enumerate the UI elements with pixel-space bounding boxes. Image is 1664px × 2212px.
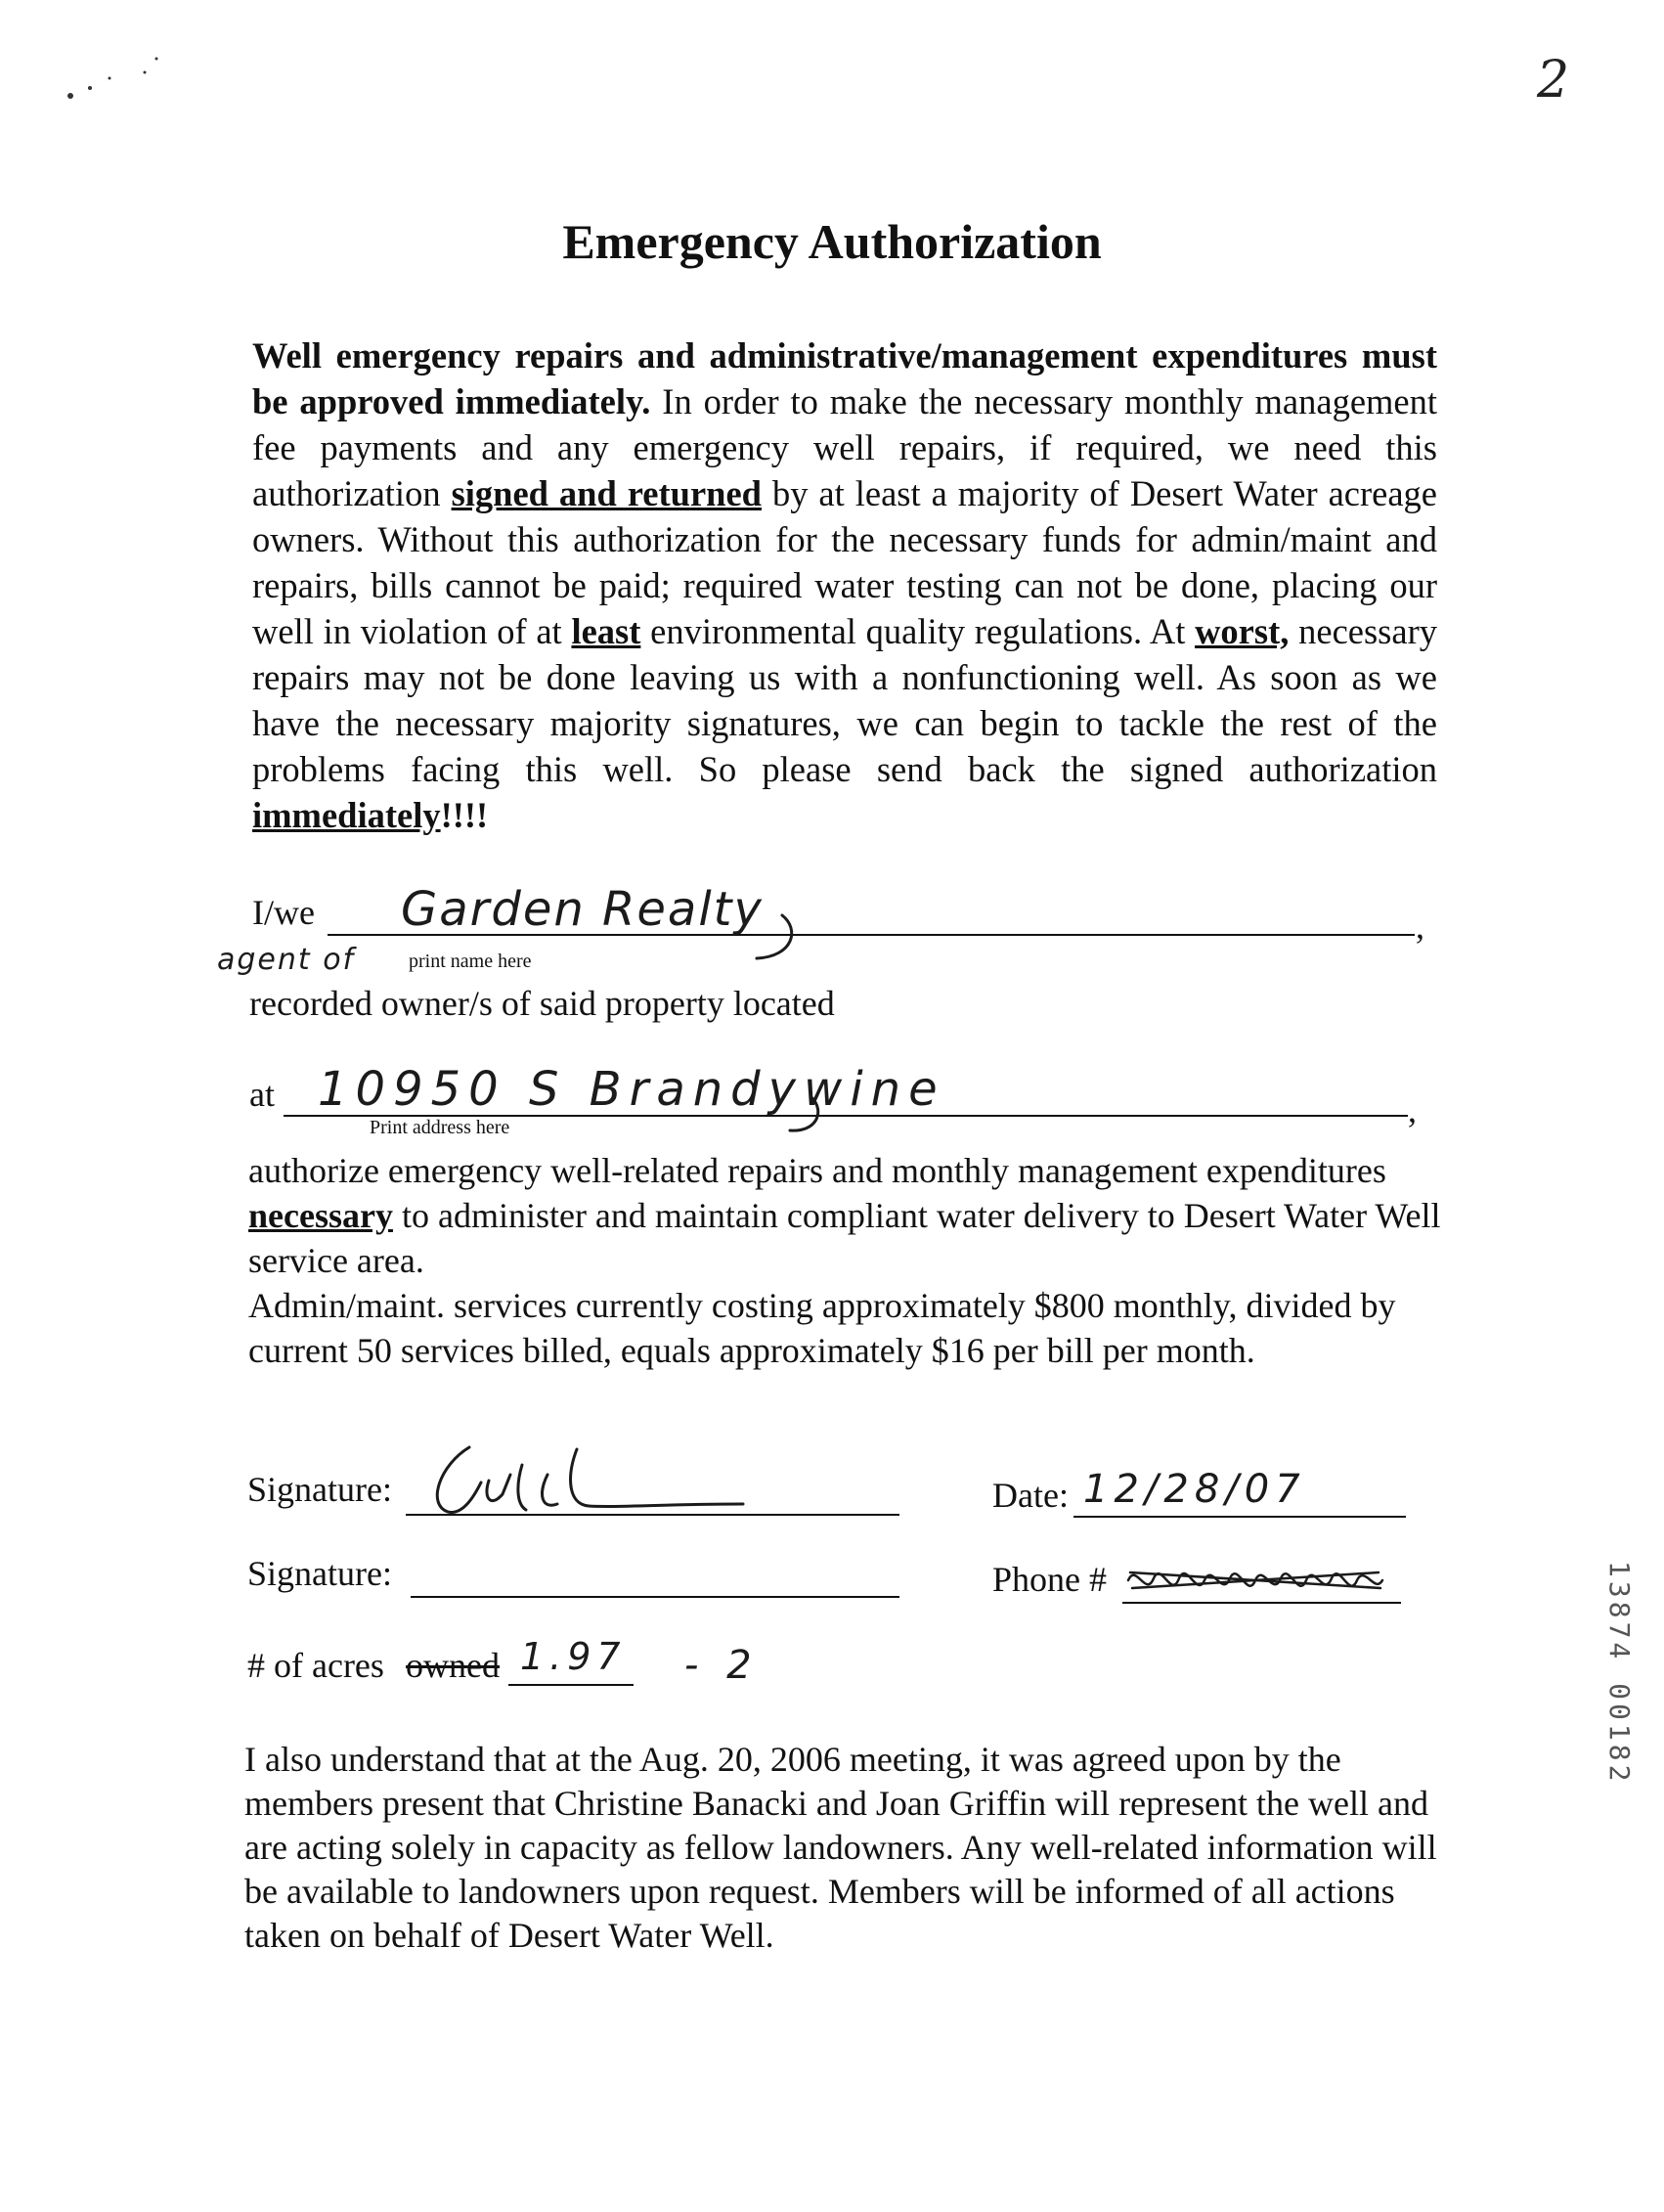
authorize-cost-text: Admin/maint. services currently costing approximately $800 monthly, divided by current 50 services billed, equals approximately $16 per bill per month. <box>248 1286 1396 1370</box>
signature-2-label: Signature: <box>247 1554 392 1593</box>
intro-emph-immediately: immediately <box>252 795 441 835</box>
owner-description: recorded owner/s of said property located <box>249 984 835 1023</box>
date-rule <box>1073 1516 1406 1518</box>
phone-label: Phone # <box>992 1560 1107 1599</box>
signature-2-rule <box>411 1596 899 1598</box>
owner-label: I/we <box>252 893 315 932</box>
address-label: at <box>249 1075 275 1114</box>
owner-name-handwritten: Garden Realty <box>401 882 764 937</box>
date-label: Date: <box>992 1476 1069 1515</box>
address-flourish <box>782 1093 841 1142</box>
address-handwritten: 10950 S Brandywine <box>318 1062 945 1117</box>
intro-paragraph <box>252 332 1437 838</box>
authorize-paragraph <box>248 1148 1441 1373</box>
page-number: 2 <box>1537 51 1570 110</box>
acres-struck-owned: owned <box>406 1646 500 1685</box>
intro-text-5: !!!! <box>440 795 489 835</box>
owner-trailing-comma: , <box>1416 907 1424 946</box>
owner-name-caption: print name here <box>409 951 532 972</box>
margin-document-code: 13874 00182 <box>1603 1561 1636 1786</box>
acres-rule <box>508 1684 634 1686</box>
intro-emph-least: least <box>571 611 641 651</box>
phone-rule <box>1122 1602 1401 1604</box>
intro-emph-signed: signed and returned <box>451 473 762 513</box>
scan-specks <box>20 49 176 117</box>
signature-1-handwritten <box>420 1436 753 1524</box>
acres-label: # of acres <box>247 1646 384 1685</box>
address-caption: Print address here <box>370 1117 510 1138</box>
date-handwritten: 12/28/07 <box>1083 1467 1306 1512</box>
intro-bold-lead: Well emergency repairs and administrative/management expenditures must be approved immediately. <box>252 335 1437 421</box>
owner-signature-flourish <box>743 909 811 968</box>
page-title: Emergency Authorization <box>562 214 1102 269</box>
understand-paragraph: I also understand that at the Aug. 20, 2006 meeting, it was agreed upon by the members present that Christine Banacki and Joan Griffin will represent the well and are acting solely in capacity as fellow landowners. Any well-related information will be available to landowners upon request. Members will be informed of all actions taken on behalf of Desert Water Well. <box>244 1740 1437 1955</box>
intro-text-2: by at least a majority of Desert Water acreage owners. Without this authorization for the necessary funds for admin/maint and repairs, bills cannot be paid; required water testing can not be done, placing our well in violation of at <box>252 473 1438 651</box>
intro-text-3: environmental quality regulations. At <box>640 611 1196 651</box>
authorize-text-2: to administer and maintain compliant water delivery to Desert Water Well service area. <box>248 1196 1441 1280</box>
signature-1-label: Signature: <box>247 1470 392 1509</box>
acres-handwritten: 1.97 <box>520 1635 627 1678</box>
agent-of-annotation: agent of <box>217 943 356 977</box>
intro-emph-worst: worst, <box>1195 611 1290 651</box>
acres-extra-handwritten: - 2 <box>684 1643 760 1688</box>
phone-redaction-scribble <box>1124 1559 1388 1602</box>
authorize-text-1: authorize emergency well-related repairs and monthly management expenditures <box>248 1151 1386 1190</box>
intro-text-4: necessary repairs may not be done leaving us with a nonfunctioning well. As soon as we have the necessary majority signatures, we can begin to tackle the rest of the problems facing this well. So please send back the signed authorization <box>252 611 1437 789</box>
intro-text-1: In order to make the necessary monthly management fee payments and any emergency well repairs, if required, we need this authorization <box>252 381 1438 513</box>
address-trailing-comma: , <box>1408 1090 1417 1129</box>
authorize-emph-necessary: necessary <box>248 1196 393 1235</box>
